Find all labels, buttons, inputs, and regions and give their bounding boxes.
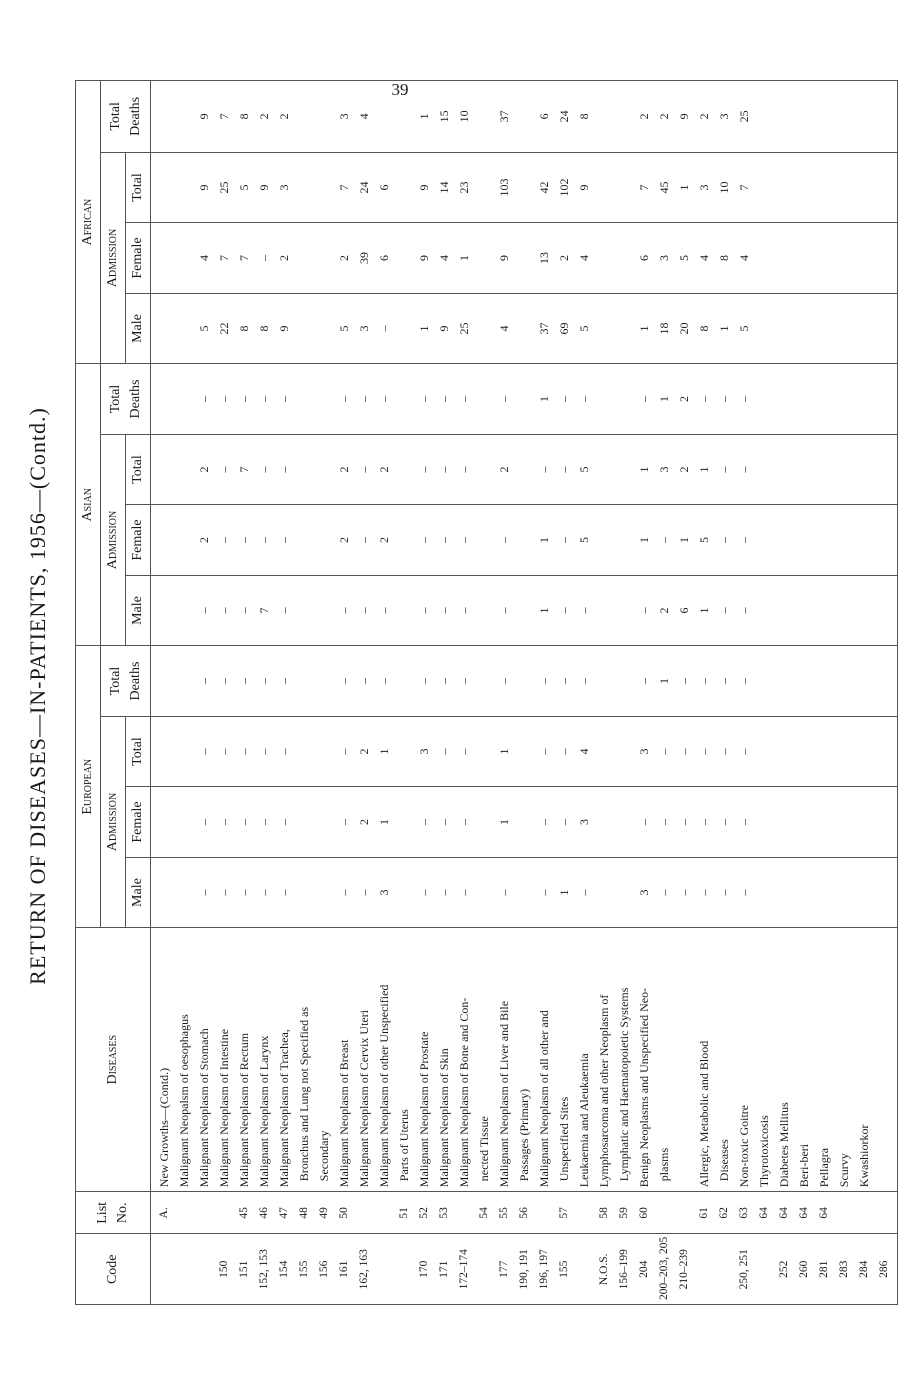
asian-total-column: 2 – 7 – – 2 – 2 – – – 2 – – 5 1 3 2 1 – –	[151, 434, 898, 505]
code-header: Code	[76, 1234, 151, 1305]
european-male-column: – – – – – – – 3 – – – – – 1 – 3 – – – – –	[151, 857, 898, 928]
european-deaths-header: Total Deaths	[101, 646, 151, 717]
diseases-column: New Growths—(Contd.) Malignant Neopalsm of oesophagus Malignant Neoplasm of Stomach Malignant Neoplasm of Intestine Malignant Neoplasm of Rectum Malignant Neoplasm of Larynx Malignant Neoplasm of Trachea, Bronchus and Lung not Specified as Secondary Malignant Neoplasm of Breast Malignant Neoplasm of Cervix Uteri Malignant Neoplasm of other Unspecified Parts of Uterus Malignant Neoplasm of Prostate Malignant Neoplasm of Skin Malignant Neoplasm of Bone and Con- nected Tissue Malignant Neoplasm of Liver and Bile Passages (Primary) Malignant Neoplasm of all other and Unspecified Sites Leukaemia and Aleukaemia Lymphosarcoma and other Neoplasm of Lymphatic and Haematopoietic Systems Benign Neoplasms and Unspecified Neo- plasms Allergic, Metabolic and Blood Diseases Non-toxic Goitre Thyrotoxicosis Diabetes Mellitus Beri-beri Pellagra Scurvy Kwashiorkor	[151, 928, 898, 1192]
list-no-header: List No.	[76, 1192, 151, 1234]
european-header: European	[76, 646, 101, 928]
asian-deaths-column: – – – – – – – – – – – – 1 – – – 1 2 – – –	[151, 364, 898, 435]
asian-male-header: Male	[126, 575, 151, 646]
asian-female-header: Female	[126, 505, 151, 576]
diseases-header: Diseases	[76, 928, 151, 1192]
code-column: 150 151 152, 153 154 155 156 161 162, 163 170 171 172–174 177 190, 191 196, 197 155 N.O.S. 156–199 204 200–203, 205 210–239 250, 251 252 260 281 283 284 286	[151, 1234, 898, 1305]
african-female-header: Female	[126, 223, 151, 294]
african-total-column: 9 25 5 9 3 7 24 6 9 14 23 103 42 102 9 7 45 1 3 10 7	[151, 152, 898, 223]
european-female-header: Female	[126, 787, 151, 858]
african-female-column: 4 7 7 – 2 2 39 6 9 4 1 9 13 2 4 6 3 5 4 8 4	[151, 223, 898, 294]
page-heading	[8, 0, 68, 1392]
african-header: African	[76, 81, 101, 364]
disease-return-table	[75, 80, 898, 1305]
page-number: 39	[391, 80, 409, 99]
european-female-column: – – – – – – 2 1 – – – 1 – – 3 – – – – – –	[151, 787, 898, 858]
european-admission-header: Admission	[101, 716, 126, 928]
page-heading-text: RETURN OF DISEASES—IN-PATIENTS, 1956—(Contd.)	[25, 407, 50, 985]
list-no-column: A. 45 46 47 48 49 50 51 52 53 54 55 56 57 58 59 60 61 62 63 64 64 64 64	[151, 1192, 898, 1234]
african-male-column: 5 22 8 8 9 5 3 – 1 9 25 4 37 69 5 1 18 20 8 1 5	[151, 293, 898, 364]
asian-female-column: 2 – – – – 2 – 2 – – – – 1 – 5 1 – 1 5 – –	[151, 505, 898, 576]
african-admission-header: Admission	[101, 152, 126, 364]
african-deaths-column: 9 7 8 2 2 3 4 1 15 10 37 6 24 8 2 2 9 2 3 25	[151, 81, 898, 153]
asian-male-column: – – – 7 – – – – – – – – 1 – – – 2 6 1 – –	[151, 575, 898, 646]
rotated-table-wrapper	[75, 80, 890, 1305]
asian-header: Asian	[76, 364, 101, 646]
european-total-column: – – – – – – 2 1 3 – – 1 – – 4 3 – – – – –	[151, 716, 898, 787]
african-deaths-header: Total Deaths	[101, 81, 151, 153]
african-total-header: Total	[126, 152, 151, 223]
european-total-header: Total	[126, 716, 151, 787]
european-deaths-column: – – – – – – – – – – – – – – – – 1 – – – –	[151, 646, 898, 717]
african-male-header: Male	[126, 293, 151, 364]
asian-admission-header: Admission	[101, 434, 126, 646]
asian-total-header: Total	[126, 434, 151, 505]
asian-deaths-header: Total Deaths	[101, 364, 151, 435]
european-male-header: Male	[126, 857, 151, 928]
